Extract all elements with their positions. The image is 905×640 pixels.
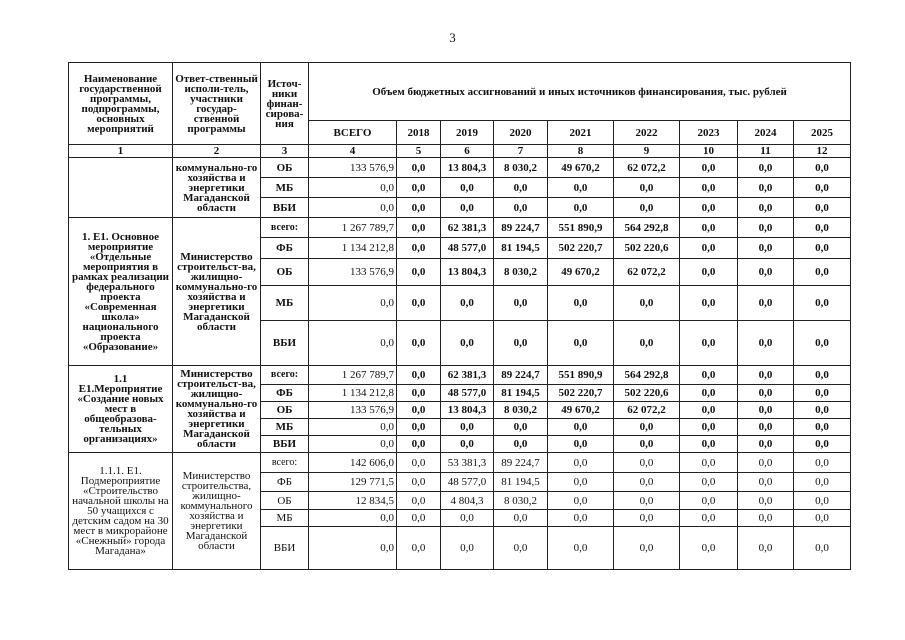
year-value-cell: 89 224,7: [494, 218, 548, 238]
year-value-cell: 0,0: [441, 510, 494, 527]
year-value-cell: 0,0: [738, 259, 794, 286]
year-value-cell: 48 577,0: [441, 385, 494, 402]
year-value-cell: 0,0: [794, 218, 851, 238]
total-cell: 0,0: [309, 178, 397, 198]
year-value-cell: 62 381,3: [441, 366, 494, 385]
year-value-cell: 551 890,9: [548, 366, 614, 385]
year-value-cell: 0,0: [680, 436, 738, 453]
total-cell: 133 576,9: [309, 259, 397, 286]
year-value-cell: 49 670,2: [548, 402, 614, 419]
column-number: 4: [309, 145, 397, 158]
year-value-cell: 0,0: [548, 436, 614, 453]
year-value-cell: 502 220,6: [614, 238, 680, 259]
source-cell: МБ: [261, 510, 309, 527]
header-responsible: Ответ-ственный исполи-тель, участники государ-ственной программы: [173, 63, 261, 145]
header-volume: Объем бюджетных ассигнований и иных источников финансирования, тыс. рублей: [309, 63, 851, 121]
source-cell: ОБ: [261, 158, 309, 178]
year-value-cell: 62 072,2: [614, 259, 680, 286]
year-value-cell: 0,0: [794, 527, 851, 570]
year-value-cell: 0,0: [738, 178, 794, 198]
year-value-cell: 48 577,0: [441, 238, 494, 259]
header-year: 2021: [548, 121, 614, 145]
year-value-cell: 0,0: [494, 198, 548, 218]
source-cell: ФБ: [261, 238, 309, 259]
year-value-cell: 0,0: [680, 419, 738, 436]
year-value-cell: 0,0: [680, 238, 738, 259]
year-value-cell: 0,0: [680, 473, 738, 492]
year-value-cell: 0,0: [794, 178, 851, 198]
year-value-cell: 89 224,7: [494, 366, 548, 385]
year-value-cell: 0,0: [397, 419, 441, 436]
column-number: 1: [69, 145, 173, 158]
year-value-cell: 0,0: [494, 286, 548, 321]
source-cell: ОБ: [261, 492, 309, 510]
table-row: [69, 366, 851, 385]
year-value-cell: 62 381,3: [441, 218, 494, 238]
year-value-cell: 0,0: [738, 527, 794, 570]
year-value-cell: 0,0: [548, 286, 614, 321]
year-value-cell: 0,0: [738, 453, 794, 473]
year-value-cell: 0,0: [494, 527, 548, 570]
year-value-cell: 0,0: [794, 385, 851, 402]
year-value-cell: 0,0: [397, 158, 441, 178]
year-value-cell: 0,0: [738, 198, 794, 218]
program-name-cell: 1.1.1. Е1. Подмероприятие «Строительство начальной школы на 50 учащихся с детским садом на 30 мест в микрорайоне «Снежный» города Магадана»: [69, 453, 173, 570]
year-value-cell: 0,0: [738, 366, 794, 385]
column-number: 8: [548, 145, 614, 158]
column-number: 3: [261, 145, 309, 158]
year-value-cell: 0,0: [738, 321, 794, 366]
page-number: 3: [449, 30, 456, 45]
year-value-cell: 0,0: [614, 510, 680, 527]
year-value-cell: 0,0: [680, 259, 738, 286]
year-value-cell: 81 194,5: [494, 385, 548, 402]
year-value-cell: 0,0: [614, 436, 680, 453]
year-value-cell: 48 577,0: [441, 473, 494, 492]
header-year: 2022: [614, 121, 680, 145]
year-value-cell: 0,0: [738, 510, 794, 527]
year-value-cell: 0,0: [548, 473, 614, 492]
total-cell: 1 267 789,7: [309, 366, 397, 385]
year-value-cell: 0,0: [738, 402, 794, 419]
year-value-cell: 0,0: [397, 385, 441, 402]
year-value-cell: 0,0: [548, 178, 614, 198]
year-value-cell: 13 804,3: [441, 259, 494, 286]
year-value-cell: 0,0: [794, 198, 851, 218]
year-value-cell: 0,0: [738, 238, 794, 259]
budget-table: [68, 62, 851, 570]
year-value-cell: 0,0: [494, 510, 548, 527]
year-value-cell: 0,0: [441, 198, 494, 218]
year-value-cell: 53 381,3: [441, 453, 494, 473]
header-source: Источ-ники финан-сирова-ния: [261, 63, 309, 145]
responsible-cell: коммунально-го хозяйства и энергетики Магаданской области: [173, 158, 261, 218]
year-value-cell: 502 220,7: [548, 385, 614, 402]
year-value-cell: 0,0: [397, 321, 441, 366]
column-number: 2: [173, 145, 261, 158]
header-year: 2018: [397, 121, 441, 145]
year-value-cell: 0,0: [548, 419, 614, 436]
year-value-cell: 0,0: [397, 259, 441, 286]
responsible-cell: Министерство строительст-ва, жилищно-коммунально-го хозяйства и энергетики Магаданской области: [173, 366, 261, 453]
header-year: ВСЕГО: [309, 121, 397, 145]
year-value-cell: 0,0: [397, 402, 441, 419]
year-value-cell: 0,0: [548, 527, 614, 570]
year-value-cell: 0,0: [794, 436, 851, 453]
year-value-cell: 0,0: [680, 158, 738, 178]
column-number: 10: [680, 145, 738, 158]
source-cell: МБ: [261, 419, 309, 436]
year-value-cell: 0,0: [794, 453, 851, 473]
year-value-cell: 0,0: [441, 436, 494, 453]
source-cell: всего:: [261, 218, 309, 238]
column-number: 6: [441, 145, 494, 158]
year-value-cell: 89 224,7: [494, 453, 548, 473]
year-value-cell: 0,0: [680, 453, 738, 473]
total-cell: 129 771,5: [309, 473, 397, 492]
year-value-cell: 8 030,2: [494, 492, 548, 510]
year-value-cell: 0,0: [397, 178, 441, 198]
total-cell: 0,0: [309, 286, 397, 321]
year-value-cell: 0,0: [738, 436, 794, 453]
year-value-cell: 502 220,6: [614, 385, 680, 402]
year-value-cell: 0,0: [397, 198, 441, 218]
source-cell: всего:: [261, 453, 309, 473]
column-number: 12: [794, 145, 851, 158]
year-value-cell: 0,0: [614, 321, 680, 366]
year-value-cell: 0,0: [397, 238, 441, 259]
year-value-cell: 0,0: [794, 419, 851, 436]
year-value-cell: 0,0: [794, 366, 851, 385]
year-value-cell: 0,0: [614, 473, 680, 492]
year-value-cell: 8 030,2: [494, 158, 548, 178]
year-value-cell: 0,0: [441, 178, 494, 198]
header-year: 2019: [441, 121, 494, 145]
column-number: 9: [614, 145, 680, 158]
column-number: 5: [397, 145, 441, 158]
total-cell: 0,0: [309, 198, 397, 218]
program-name-cell: 1. Е1. Основное мероприятие «Отдельные мероприятия в рамках реализации федерального проекта «Современная школа» национального проекта «Образование»: [69, 218, 173, 366]
year-value-cell: 49 670,2: [548, 259, 614, 286]
year-value-cell: 0,0: [548, 321, 614, 366]
total-cell: 0,0: [309, 527, 397, 570]
year-value-cell: 0,0: [738, 473, 794, 492]
year-value-cell: 0,0: [794, 473, 851, 492]
year-value-cell: 62 072,2: [614, 158, 680, 178]
year-value-cell: 0,0: [494, 419, 548, 436]
year-value-cell: 0,0: [441, 286, 494, 321]
table-row: [69, 218, 851, 238]
year-value-cell: 0,0: [614, 527, 680, 570]
year-value-cell: 0,0: [794, 492, 851, 510]
source-cell: ОБ: [261, 259, 309, 286]
year-value-cell: 0,0: [397, 436, 441, 453]
total-cell: 1 267 789,7: [309, 218, 397, 238]
year-value-cell: 0,0: [794, 238, 851, 259]
year-value-cell: 0,0: [397, 453, 441, 473]
year-value-cell: 0,0: [614, 178, 680, 198]
total-cell: 142 606,0: [309, 453, 397, 473]
header-year: 2024: [738, 121, 794, 145]
year-value-cell: 0,0: [680, 385, 738, 402]
year-value-cell: 0,0: [794, 158, 851, 178]
year-value-cell: 0,0: [794, 510, 851, 527]
year-value-cell: 8 030,2: [494, 402, 548, 419]
responsible-cell: Министерство строительства, жилищно-коммунального хозяйства и энергетики Магаданской области: [173, 453, 261, 570]
year-value-cell: 81 194,5: [494, 238, 548, 259]
year-value-cell: 49 670,2: [548, 158, 614, 178]
year-value-cell: 0,0: [548, 198, 614, 218]
year-value-cell: 0,0: [548, 510, 614, 527]
header-year: 2025: [794, 121, 851, 145]
year-value-cell: 0,0: [680, 198, 738, 218]
year-value-cell: 81 194,5: [494, 473, 548, 492]
total-cell: 1 134 212,8: [309, 385, 397, 402]
header-year: 2023: [680, 121, 738, 145]
year-value-cell: 0,0: [680, 286, 738, 321]
year-value-cell: 13 804,3: [441, 158, 494, 178]
year-value-cell: 0,0: [738, 286, 794, 321]
header-year: 2020: [494, 121, 548, 145]
source-cell: ВБИ: [261, 527, 309, 570]
year-value-cell: 0,0: [614, 492, 680, 510]
column-number: 7: [494, 145, 548, 158]
year-value-cell: 0,0: [680, 510, 738, 527]
year-value-cell: 4 804,3: [441, 492, 494, 510]
year-value-cell: 0,0: [548, 492, 614, 510]
year-value-cell: 0,0: [548, 453, 614, 473]
year-value-cell: 0,0: [794, 259, 851, 286]
source-cell: ФБ: [261, 385, 309, 402]
total-cell: 0,0: [309, 419, 397, 436]
total-cell: 1 134 212,8: [309, 238, 397, 259]
year-value-cell: 564 292,8: [614, 366, 680, 385]
year-value-cell: 0,0: [494, 436, 548, 453]
year-value-cell: 0,0: [614, 453, 680, 473]
source-cell: МБ: [261, 178, 309, 198]
year-value-cell: 0,0: [397, 510, 441, 527]
year-value-cell: 0,0: [680, 218, 738, 238]
year-value-cell: 0,0: [397, 473, 441, 492]
source-cell: ВБИ: [261, 321, 309, 366]
year-value-cell: 0,0: [397, 492, 441, 510]
year-value-cell: 0,0: [794, 286, 851, 321]
total-cell: 0,0: [309, 321, 397, 366]
total-cell: 0,0: [309, 436, 397, 453]
year-value-cell: 0,0: [494, 321, 548, 366]
year-value-cell: 0,0: [738, 385, 794, 402]
year-value-cell: 0,0: [738, 492, 794, 510]
table-body: [69, 158, 851, 570]
year-value-cell: 0,0: [680, 178, 738, 198]
year-value-cell: 0,0: [494, 178, 548, 198]
year-value-cell: 0,0: [397, 366, 441, 385]
year-value-cell: 0,0: [680, 492, 738, 510]
year-value-cell: 62 072,2: [614, 402, 680, 419]
year-value-cell: 0,0: [738, 419, 794, 436]
year-value-cell: 551 890,9: [548, 218, 614, 238]
year-value-cell: 13 804,3: [441, 402, 494, 419]
source-cell: ВБИ: [261, 198, 309, 218]
table-row: [69, 158, 851, 178]
year-value-cell: 0,0: [397, 218, 441, 238]
year-value-cell: 0,0: [680, 366, 738, 385]
year-value-cell: 0,0: [614, 198, 680, 218]
year-value-cell: 0,0: [738, 158, 794, 178]
year-value-cell: 0,0: [794, 402, 851, 419]
table-row: [69, 453, 851, 473]
total-cell: 12 834,5: [309, 492, 397, 510]
column-number: 11: [738, 145, 794, 158]
year-value-cell: 0,0: [397, 286, 441, 321]
year-value-cell: 0,0: [397, 527, 441, 570]
header-name: Наименование государственной программы, подпрограммы, основных мероприятий: [69, 63, 173, 145]
total-cell: 133 576,9: [309, 402, 397, 419]
total-cell: 133 576,9: [309, 158, 397, 178]
year-value-cell: 502 220,7: [548, 238, 614, 259]
source-cell: ВБИ: [261, 436, 309, 453]
year-value-cell: 0,0: [614, 419, 680, 436]
year-value-cell: 0,0: [680, 527, 738, 570]
year-value-cell: 0,0: [441, 321, 494, 366]
source-cell: ОБ: [261, 402, 309, 419]
source-cell: МБ: [261, 286, 309, 321]
year-value-cell: 564 292,8: [614, 218, 680, 238]
year-value-cell: 0,0: [680, 402, 738, 419]
year-value-cell: 0,0: [614, 286, 680, 321]
total-cell: 0,0: [309, 510, 397, 527]
year-value-cell: 0,0: [680, 321, 738, 366]
year-value-cell: 0,0: [441, 419, 494, 436]
program-name-cell: 1.1 Е1.Мероприятие «Создание новых мест в общеобразова-тельных организациях»: [69, 366, 173, 453]
source-cell: ФБ: [261, 473, 309, 492]
year-value-cell: 0,0: [794, 321, 851, 366]
year-value-cell: 8 030,2: [494, 259, 548, 286]
year-value-cell: 0,0: [738, 218, 794, 238]
source-cell: всего:: [261, 366, 309, 385]
responsible-cell: Министерство строительст-ва, жилищно-коммунально-го хозяйства и энергетики Магаданской области: [173, 218, 261, 366]
year-value-cell: 0,0: [441, 527, 494, 570]
program-name-cell: [69, 158, 173, 218]
column-number-row: [69, 145, 851, 158]
